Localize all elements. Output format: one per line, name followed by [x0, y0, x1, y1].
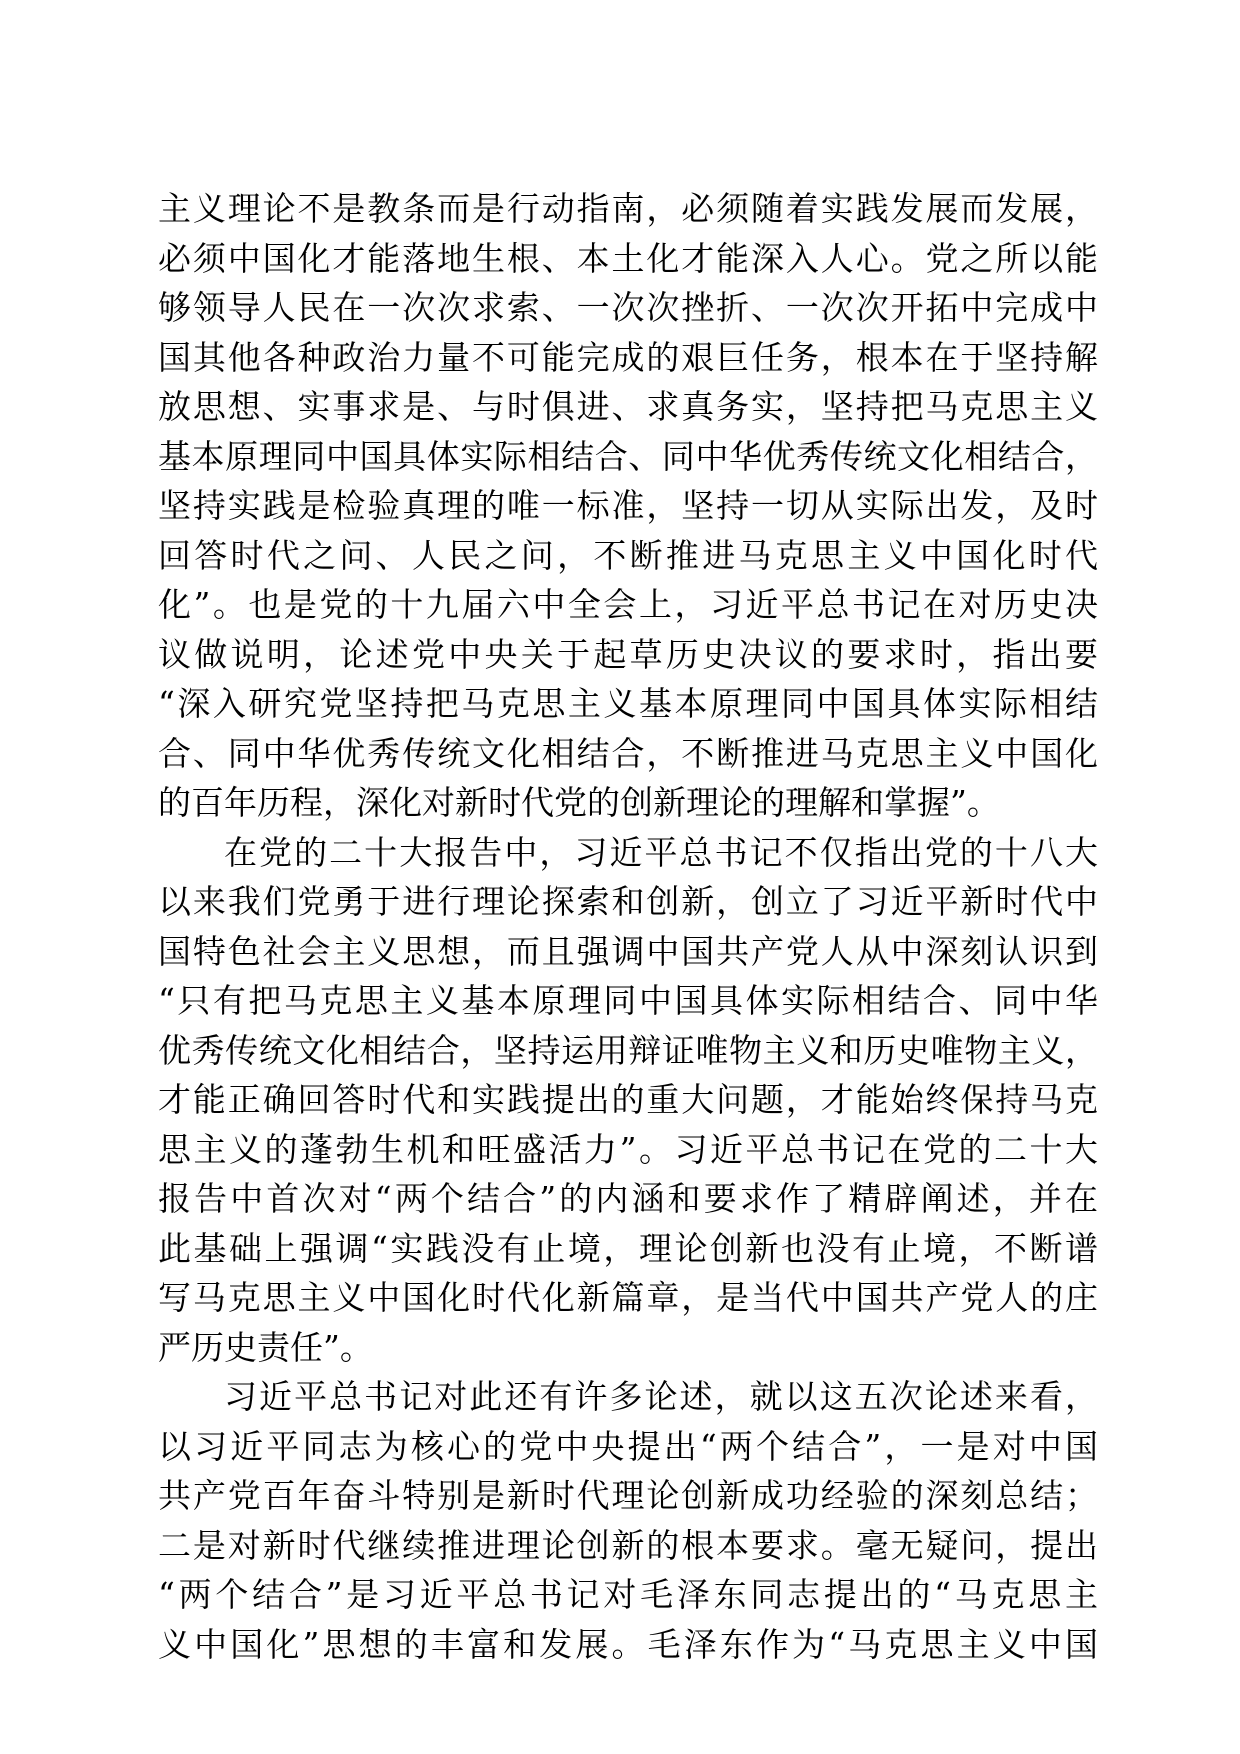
text-line: 国特色社会主义思想，而且强调中国共产党人从中深刻认识到 [158, 931, 1098, 971]
text-line: 报告中首次对“两个结合”的内涵和要求作了精辟阐述，并在 [158, 1179, 1098, 1218]
text-line: 合、同中华优秀传统文化相结合，不断推进马克思主义中国化 [158, 733, 1098, 773]
text-line: 国其他各种政治力量不可能完成的艰巨任务，根本在于坚持解 [158, 337, 1098, 377]
text-line: 必须中国化才能落地生根、本土化才能深入人心。党之所以能 [158, 238, 1098, 278]
text-line: 优秀传统文化相结合，坚持运用辩证唯物主义和历史唯物主义， [158, 1030, 1098, 1070]
text-line: 基本原理同中国具体实际相结合、同中华优秀传统文化相结合， [158, 436, 1098, 476]
text-line: 写马克思主义中国化时代化新篇章，是当代中国共产党人的庄 [158, 1278, 1098, 1317]
paragraph-2 [158, 828, 1098, 1373]
text-line: 回答时代之问、人民之问，不断推进马克思主义中国化时代 [158, 535, 1098, 575]
text-line: 以习近平同志为核心的党中央提出“两个结合”，一是对中国 [158, 1426, 1098, 1466]
body-text [158, 184, 1098, 1669]
text-line: “只有把马克思主义基本原理同中国具体实际相结合、同中华 [158, 981, 1098, 1020]
text-line: 二是对新时代继续推进理论创新的根本要求。毫无疑问，提出 [158, 1525, 1098, 1565]
text-line: “两个结合”是习近平总书记对毛泽东同志提出的“马克思主 [158, 1575, 1098, 1614]
text-line: 够领导人民在一次次求索、一次次挫折、一次次开拓中完成中 [158, 288, 1098, 327]
paragraph-3 [158, 1372, 1098, 1669]
text-line: 思主义的蓬勃生机和旺盛活力”。习近平总书记在党的二十大 [158, 1129, 1098, 1169]
text-line: 坚持实践是检验真理的唯一标准，坚持一切从实际出发，及时 [158, 486, 1098, 525]
text-line: 才能正确回答时代和实践提出的重大问题，才能始终保持马克 [158, 1080, 1098, 1119]
text-line: 主义理论不是教条而是行动指南，必须随着实践发展而发展， [158, 189, 1098, 228]
text-line: “深入研究党坚持把马克思主义基本原理同中国具体实际相结 [158, 684, 1098, 723]
text-line: 化”。也是党的十九届六中全会上，习近平总书记在对历史决 [158, 585, 1098, 624]
text-line: 放思想、实事求是、与时俱进、求真务实，坚持把马克思主义 [158, 387, 1098, 426]
text-line: 严历史责任”。 [158, 1327, 373, 1367]
text-line: 共产党百年奋斗特别是新时代理论创新成功经验的深刻总结； [158, 1476, 1098, 1515]
text-line: 的百年历程，深化对新时代党的创新理论的理解和掌握”。 [158, 783, 1000, 822]
paragraph-1 [158, 184, 1098, 828]
text-line: 在党的二十大报告中，习近平总书记不仅指出党的十八大 [224, 832, 1098, 872]
text-line: 以来我们党勇于进行理论探索和创新，创立了习近平新时代中 [158, 882, 1098, 921]
text-line: 义中国化”思想的丰富和发展。毛泽东作为“马克思主义中国 [158, 1624, 1098, 1664]
text-line: 习近平总书记对此还有许多论述，就以这五次论述来看， [224, 1377, 1098, 1416]
text-line: 议做说明，论述党中央关于起草历史决议的要求时，指出要 [158, 634, 1098, 674]
text-line: 此基础上强调“实践没有止境，理论创新也没有止境，不断谱 [158, 1228, 1098, 1268]
